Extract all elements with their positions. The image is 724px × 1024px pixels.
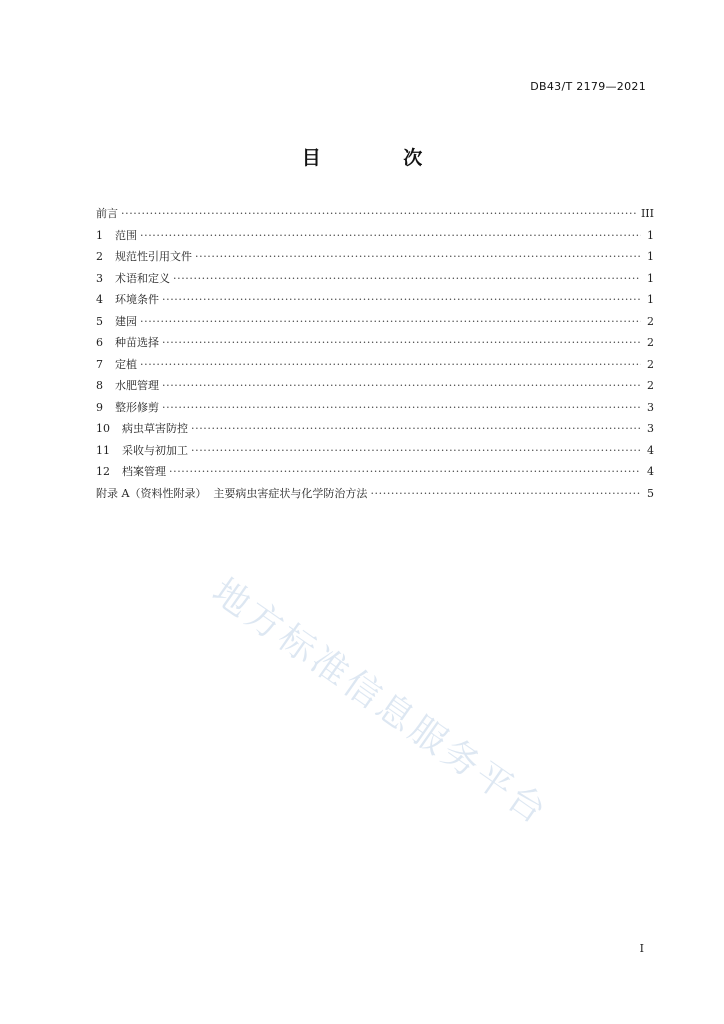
toc-entry-appendix-a[interactable]: [96, 483, 654, 505]
toc-entry-label: 建园: [115, 314, 137, 328]
toc-page-number: 4: [647, 465, 654, 478]
toc-page-number: 1: [647, 250, 654, 263]
watermark: 地方标准信息服务平台: [204, 570, 556, 834]
toc-title: 目 次: [301, 147, 461, 169]
toc-entry-label: 种苗选择: [115, 336, 159, 349]
toc-entry-records-management[interactable]: [96, 461, 654, 483]
toc-entry-water-fertilizer[interactable]: [96, 375, 654, 397]
toc-section-number: 10: [96, 422, 110, 435]
toc-page-number: 4: [647, 443, 654, 457]
toc-entry-planting[interactable]: [96, 354, 654, 376]
toc-section-number: 7: [96, 357, 103, 371]
toc-page-number: 2: [647, 357, 654, 371]
toc-entry-pruning[interactable]: [96, 397, 654, 419]
toc-section-number: 5: [96, 314, 103, 328]
toc-page-number: 5: [647, 486, 654, 500]
toc-section-number: 12: [96, 465, 110, 478]
toc-entry-label: 定植: [115, 357, 137, 371]
table-of-contents: [96, 203, 654, 504]
toc-dot-leader: [140, 225, 641, 247]
toc-dot-leader: [162, 332, 641, 354]
toc-page-number: 1: [647, 228, 654, 242]
toc-dot-leader: [140, 354, 641, 376]
toc-page-number: 3: [647, 422, 654, 435]
toc-dot-leader: [195, 246, 641, 268]
toc-page-number: 1: [647, 293, 654, 306]
toc-entry-label: 环境条件: [115, 293, 159, 306]
toc-entry-foreword[interactable]: [96, 203, 654, 225]
document-code: DB43/T 2179—2021: [530, 80, 646, 93]
toc-dot-leader: [191, 418, 641, 440]
toc-page-number: 2: [647, 336, 654, 349]
toc-entry-seedling-selection[interactable]: [96, 332, 654, 354]
toc-entry-label: 规范性引用文件: [115, 250, 192, 263]
toc-section-number: 3: [96, 271, 103, 285]
toc-page-number: 2: [647, 379, 654, 392]
toc-entry-label: 范围: [115, 228, 137, 242]
toc-dot-leader: [191, 440, 641, 462]
toc-entry-label: 术语和定义: [115, 271, 170, 285]
toc-entry-normative-references[interactable]: [96, 246, 654, 268]
toc-dot-leader: [140, 311, 641, 333]
toc-dot-leader: [169, 461, 641, 483]
toc-entry-environment[interactable]: [96, 289, 654, 311]
toc-entry-scope[interactable]: [96, 225, 654, 247]
toc-section-number: 8: [96, 379, 103, 392]
toc-section-number: 1: [96, 228, 103, 242]
toc-entry-label: 前言: [96, 207, 118, 220]
toc-entry-label: 病虫草害防控: [122, 422, 188, 435]
toc-dot-leader: [162, 289, 641, 311]
toc-page-number: III: [640, 207, 654, 220]
toc-dot-leader: [162, 397, 641, 419]
toc-section-number: 9: [96, 400, 103, 414]
toc-dot-leader: [173, 268, 641, 290]
toc-entry-pest-control[interactable]: [96, 418, 654, 440]
toc-entry-label: 水肥管理: [115, 379, 159, 392]
toc-section-number: 2: [96, 250, 103, 263]
toc-entry-terms-definitions[interactable]: [96, 268, 654, 290]
toc-entry-label: 整形修剪: [115, 400, 159, 414]
toc-dot-leader: [370, 483, 641, 505]
toc-entry-label: 档案管理: [122, 465, 166, 478]
toc-dot-leader: [121, 203, 638, 225]
toc-page-number: 3: [647, 400, 654, 414]
toc-section-number: 4: [96, 293, 103, 306]
toc-entry-orchard-establishment[interactable]: [96, 311, 654, 333]
toc-page-number: 1: [647, 271, 654, 285]
toc-section-number: 11: [96, 443, 110, 457]
toc-dot-leader: [162, 375, 641, 397]
page-number: I: [639, 942, 644, 955]
toc-entry-label: 采收与初加工: [122, 443, 188, 457]
toc-entry-harvest-processing[interactable]: [96, 440, 654, 462]
toc-page-number: 2: [647, 314, 654, 328]
toc-entry-label: 附录 A（资料性附录） 主要病虫害症状与化学防治方法: [96, 486, 368, 500]
toc-section-number: 6: [96, 336, 103, 349]
